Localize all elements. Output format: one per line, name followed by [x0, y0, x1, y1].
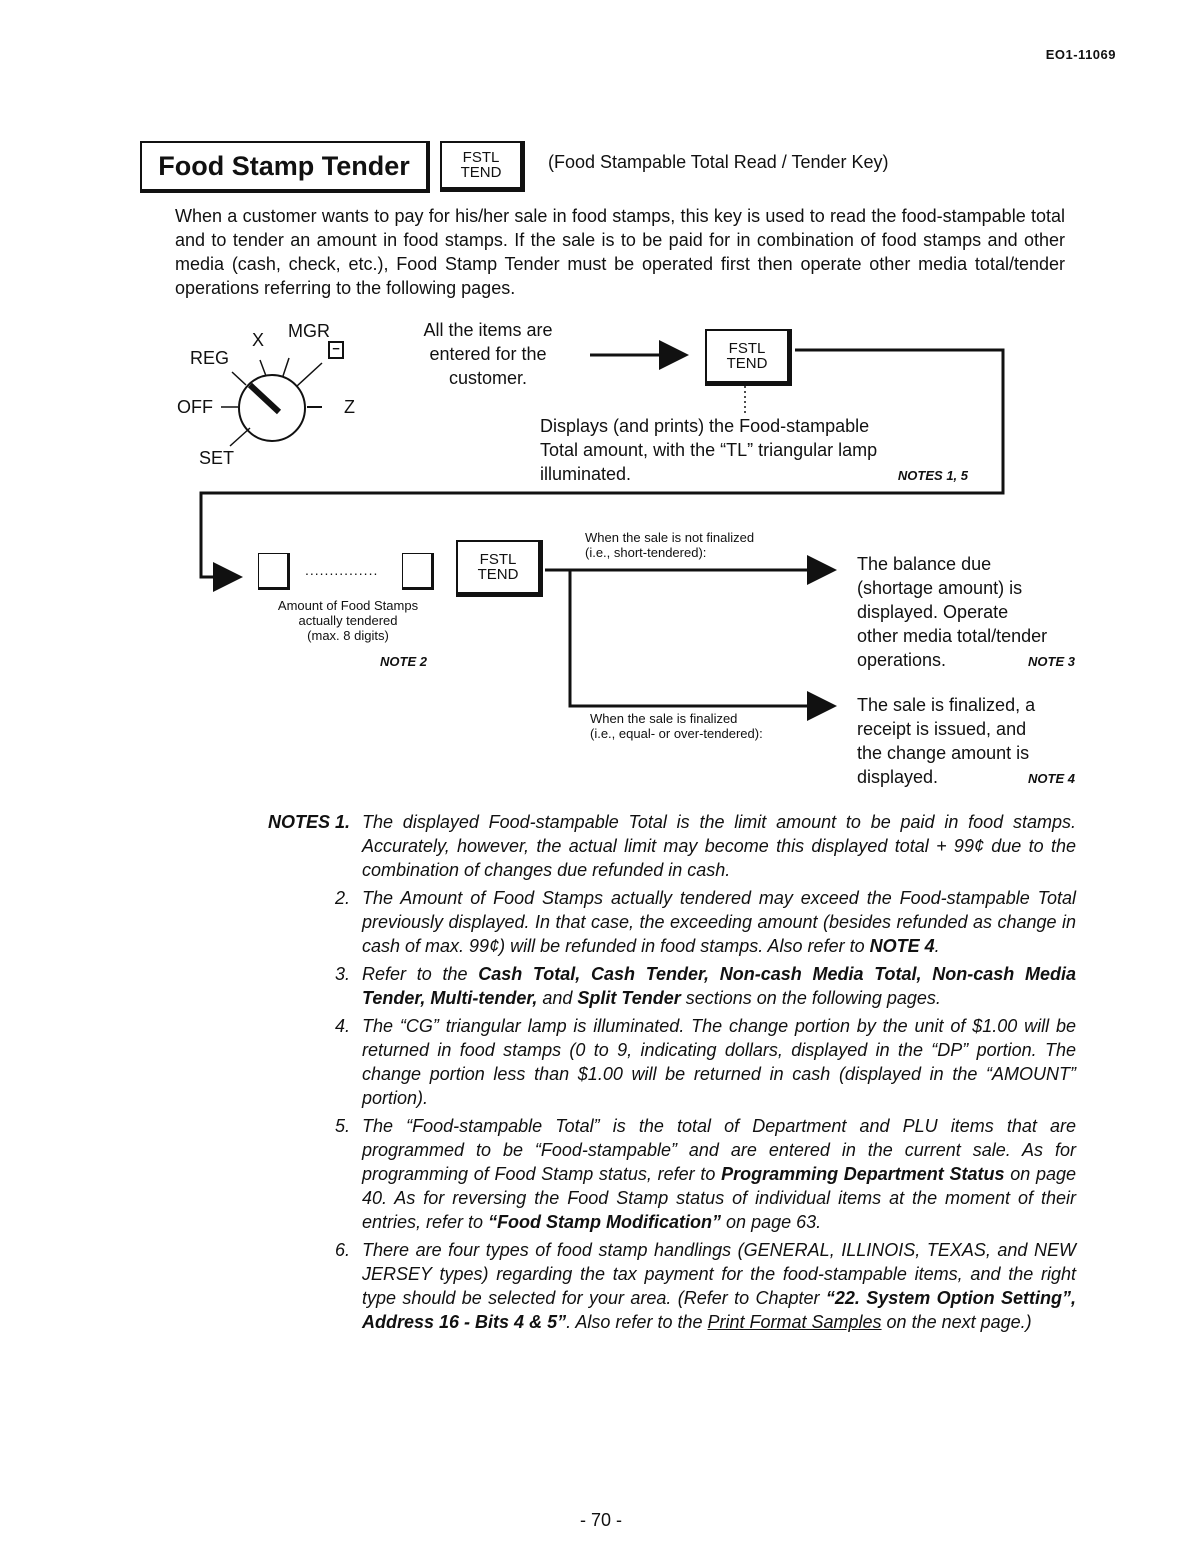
- key-line2: TEND: [460, 164, 502, 181]
- dial-label-reg: REG: [190, 348, 230, 368]
- step1-result: [540, 414, 968, 488]
- notes-list: [250, 810, 1076, 1338]
- digit-input-box-last: [402, 553, 434, 590]
- notes-label: NOTES: [267, 812, 330, 832]
- note-segment: .: [934, 936, 940, 956]
- document-id: EO1-11069: [1045, 47, 1116, 62]
- note-number: [250, 810, 362, 882]
- note-reference: NOTE 3: [1028, 654, 1075, 669]
- dial-label-set: SET: [199, 448, 235, 468]
- note-item: [250, 886, 1076, 958]
- note-item: [250, 1014, 1076, 1110]
- note-number-text: 1.: [334, 812, 350, 832]
- fstl-tend-key-step1: [705, 329, 792, 386]
- note-text: [362, 1014, 1076, 1110]
- dial-label-z: Z: [344, 397, 355, 417]
- step1-line: All the items are: [423, 320, 553, 340]
- fstl-tend-key-step2: [456, 540, 543, 597]
- note-segment: The Amount of Food Stamps actually tendered may exceed the Food-stampable Total previously displayed. In that case, the exceeding amount (besides refunded as change in cash of max. 99¢) will be refunded in food stamps. Also refer to: [362, 888, 1076, 956]
- note-segment: “22. System Option Setting”, Address 16 - Bits 4 & 5”: [362, 1288, 1077, 1332]
- result-line: Total amount, with the “TL” triangular lamp: [540, 440, 878, 460]
- condition-line: (i.e., equal- or over-tendered):: [590, 726, 763, 741]
- result-not-finalized: [857, 552, 1075, 674]
- note-number-text: 5.: [334, 1116, 350, 1136]
- page-number: - 70 -: [579, 1510, 622, 1530]
- result-line: the change amount is: [857, 743, 1030, 763]
- note-segment: Cash Total, Cash Tender, Non-cash Media Total, Non-cash Media Tender, Multi-tender,: [362, 964, 1077, 1008]
- note-item: [250, 962, 1076, 1010]
- note-segment: . Also refer to the: [566, 1312, 708, 1332]
- condition-line: When the sale is not finalized: [585, 530, 755, 545]
- note-segment: The “Food-stampable Total” is the total of Department and PLU items that are programmed to be “Food-stampable” and are entered in the current sale. As for programming of Food Stamp status, refer to: [362, 1116, 1076, 1184]
- note-segment: There are four types of food stamp handlings (GENERAL, ILLINOIS, TEXAS, and NEW JERSEY types) regarding the tax payment for the food-stampable items, and the right type should be selected for your area. (Refer to Chapter: [362, 1240, 1076, 1308]
- label-line: actually tendered: [298, 613, 398, 628]
- note-text: [362, 1238, 1076, 1334]
- result-line: receipt is issued, and: [857, 719, 1027, 739]
- note-number: [250, 1238, 362, 1334]
- result-line: (shortage amount) is: [857, 578, 1023, 598]
- condition-line: When the sale is finalized: [590, 711, 738, 726]
- note-number: [250, 1114, 362, 1234]
- dial-label-x: X: [252, 330, 265, 350]
- dial-label-mgr: MGR: [288, 321, 330, 341]
- note-number: [250, 886, 362, 958]
- key-line2: TEND: [726, 355, 768, 372]
- result-line: Displays (and prints) the Food-stampable: [540, 416, 870, 436]
- note-segment: Split Tender: [577, 988, 681, 1008]
- note-text: [362, 810, 1076, 882]
- note-item: [250, 1238, 1076, 1334]
- section-title: Food Stamp Tender: [140, 141, 430, 193]
- note-segment: sections on the following pages.: [680, 988, 941, 1008]
- key-line1: FSTL: [462, 149, 500, 166]
- note-number-text: 3.: [334, 964, 350, 984]
- intro-paragraph: When a customer wants to pay for his/her sale in food stamps, this key is used to read the food-stampable total and to tender an amount in food stamps. If the sale is to be paid for in combination of food stamps and other media (cash, check, etc.), Food Stamp Tender must be operated first then operate other media total/tender operations referring to the following pages.: [175, 206, 1065, 298]
- result-line: displayed.: [857, 767, 939, 787]
- note-segment: The displayed Food-stampable Total is the limit amount to be paid in food stamps. Accurately, however, the actual limit may become this displayed total + 99¢ due to the combination of changes due refunded in cash.: [362, 812, 1076, 880]
- note-segment: The “CG” triangular lamp is illuminated. The change portion by the unit of $1.00 will be returned in food stamps (0 to 9, indicating dollars, displayed in the “DP” portion. The change portion less than $1.00 will be returned in cash (displayed in the “AMOUNT” portion).: [362, 1016, 1076, 1108]
- result-finalized: [857, 693, 1075, 791]
- result-line: illuminated.: [540, 464, 632, 484]
- note-segment: on page 40. As for reversing the Food Stamp status of individual items at the moment of their entries, refer to: [362, 1164, 1076, 1232]
- step1-text: [398, 318, 578, 390]
- note-item: [250, 810, 1076, 882]
- digit-input-box-first: [258, 553, 290, 590]
- note-link[interactable]: Print Format Samples: [707, 1312, 882, 1332]
- condition-finalized: [590, 711, 763, 741]
- note-text: [362, 962, 1076, 1010]
- note-segment: “Food Stamp Modification”: [488, 1212, 722, 1232]
- note-number: [250, 1014, 362, 1110]
- key-description: (Food Stampable Total Read / Tender Key): [548, 152, 889, 172]
- note-segment: on page 63.: [721, 1212, 822, 1232]
- note-text: [362, 1114, 1076, 1234]
- label-line: (max. 8 digits): [307, 628, 389, 643]
- note-reference: NOTES 1, 5: [897, 468, 968, 483]
- label-line: Amount of Food Stamps: [277, 598, 419, 613]
- note-reference: NOTE 4: [1028, 771, 1075, 786]
- key-line2: TEND: [477, 566, 519, 583]
- note-text: [362, 886, 1076, 958]
- note-number-text: 2.: [334, 888, 350, 908]
- result-line: The balance due: [857, 554, 992, 574]
- key-line1: FSTL: [479, 551, 517, 568]
- step1-line: entered for the: [429, 344, 547, 364]
- note-reference: NOTE 2: [380, 654, 427, 669]
- dial-label-minus: −: [328, 341, 344, 359]
- result-line: operations.: [857, 650, 947, 670]
- step1-line: customer.: [448, 368, 528, 388]
- key-line1: FSTL: [728, 340, 766, 357]
- fstl-tend-key: [440, 141, 525, 192]
- result-line: other media total/tender: [857, 626, 1048, 646]
- note-number: [250, 962, 362, 1010]
- note-segment: NOTE 4: [869, 936, 935, 956]
- condition-line: (i.e., short-tendered):: [585, 545, 707, 560]
- result-line: displayed. Operate: [857, 602, 1009, 622]
- note-number-text: 6.: [334, 1240, 350, 1260]
- note-segment: Programming Department Status: [721, 1164, 1005, 1184]
- note-segment: and: [537, 988, 578, 1008]
- result-line: The sale is finalized, a: [857, 695, 1036, 715]
- digit-dots: ...............: [305, 562, 379, 578]
- note-segment: Refer to the: [362, 964, 479, 984]
- note-segment: on the next page.): [881, 1312, 1032, 1332]
- note-number-text: 4.: [334, 1016, 350, 1036]
- condition-not-finalized: [585, 530, 754, 560]
- step2-label: [248, 598, 448, 643]
- dial-label-off: OFF: [177, 397, 213, 417]
- note-item: [250, 1114, 1076, 1234]
